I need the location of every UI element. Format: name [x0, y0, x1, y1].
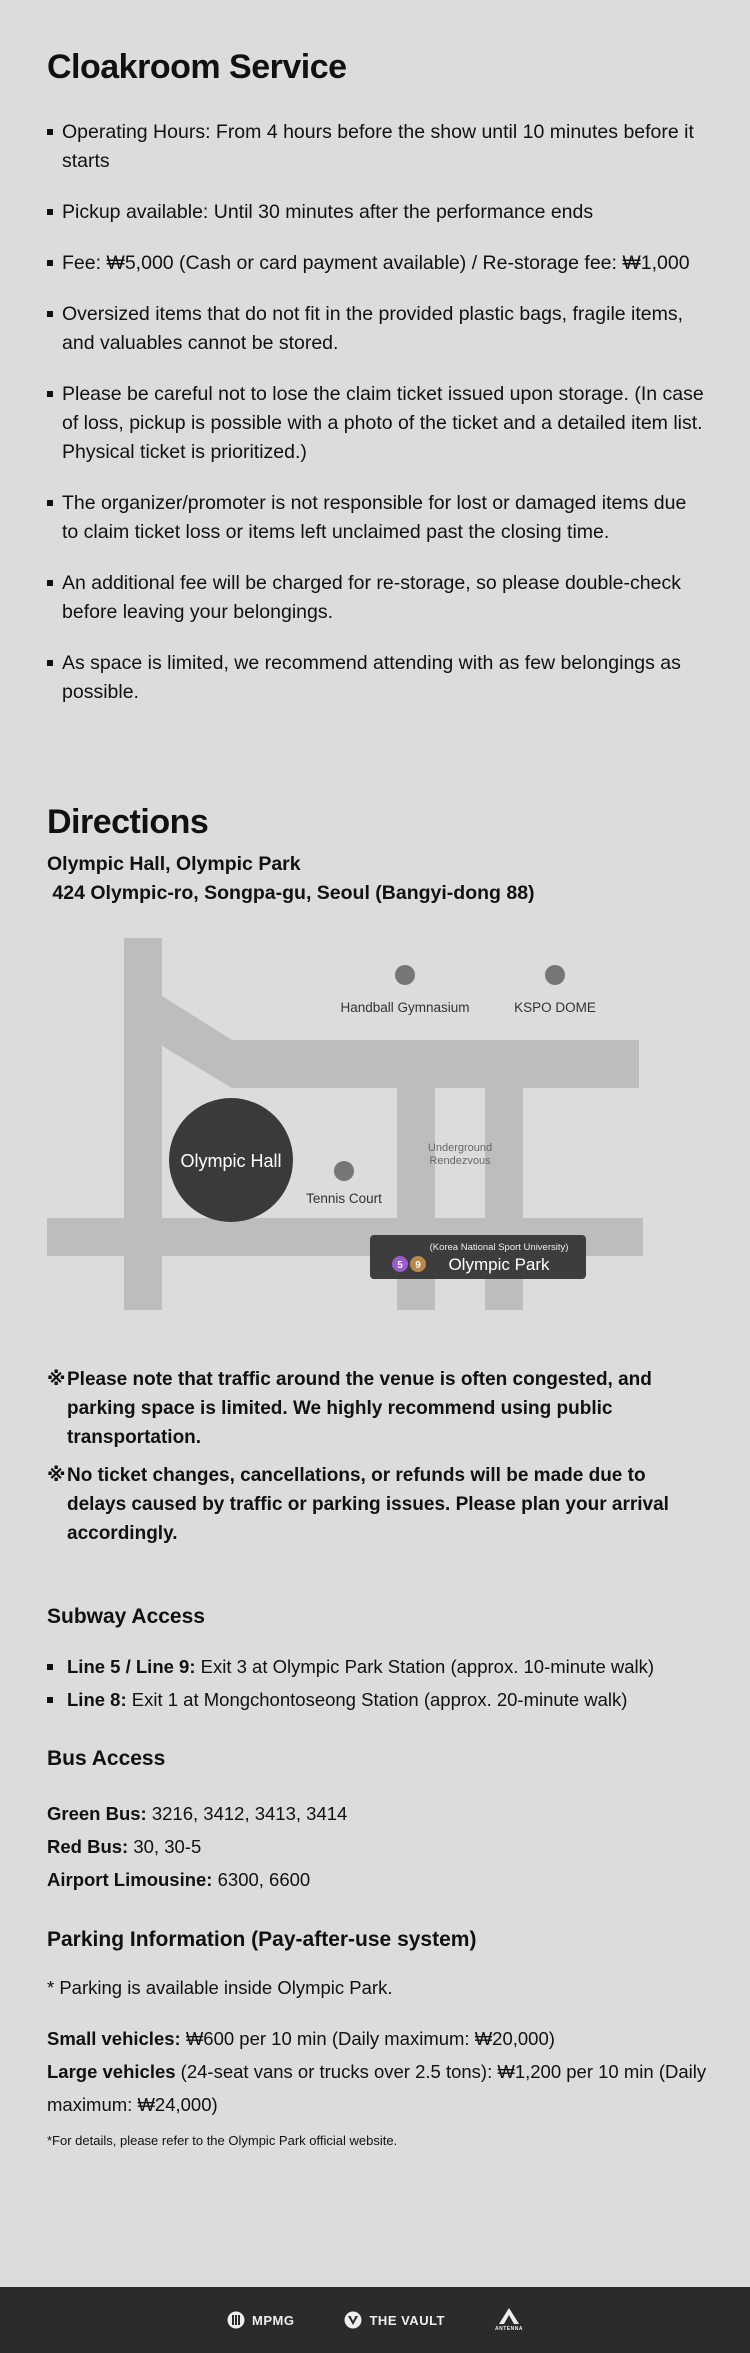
parking-small	[47, 2022, 707, 2055]
note-mark: ※	[47, 1465, 66, 1486]
note-text: No ticket changes, cancellations, or refunds will be made due to delays caused by traffic or parking issues. Please plan your arrival accordingly.	[67, 1465, 669, 1544]
note-item	[47, 1365, 707, 1452]
bus-text: 3216, 3412, 3413, 3414	[146, 1803, 348, 1824]
kspo-marker	[545, 965, 565, 985]
venue-info	[47, 850, 535, 908]
underground-label: Underground	[427, 1142, 493, 1154]
subway-title: Subway Access	[47, 1605, 205, 1628]
parking-small-label: Small vehicles:	[47, 2028, 181, 2049]
tennis-label: Tennis Court	[306, 1191, 382, 1206]
handball-label: Handball Gymnasium	[340, 1000, 470, 1015]
list-item: Please be careful not to lose the claim ticket issued upon storage. (In case of loss, pickup is possible with a photo of the ticket and a detailed item list. Physical ticket is prioritized.)	[47, 380, 707, 467]
logo-mpmg-text: MPMG	[252, 2312, 295, 2328]
parking-large	[47, 2055, 707, 2121]
bus-label: Green Bus:	[47, 1803, 147, 1824]
logo-mpmg	[227, 2311, 294, 2329]
vault-icon	[344, 2311, 362, 2329]
list-item: An additional fee will be charged for re-storage, so please double-check before leaving your belongings.	[47, 569, 707, 627]
bus-list	[47, 1797, 347, 1896]
road	[124, 973, 639, 1088]
logo-the-vault	[344, 2311, 445, 2329]
parking-note: * Parking is available inside Olympic Park.	[47, 1977, 393, 1998]
list-item	[47, 1797, 347, 1830]
note-item	[47, 1461, 707, 1548]
list-item	[47, 1687, 707, 1713]
subway-line-text: Exit 3 at Olympic Park Station (approx. 10-minute walk)	[195, 1656, 655, 1677]
list-item: As space is limited, we recommend attending with as few belongings as possible.	[47, 649, 707, 707]
station-subtitle: (Korea National Sport University)	[429, 1242, 569, 1253]
parking-large-label: Large vehicles	[47, 2061, 176, 2082]
line9-label: 9	[415, 1260, 421, 1271]
handball-marker	[395, 965, 415, 985]
list-item	[47, 1863, 347, 1896]
subway-line-label: Line 5 / Line 9:	[67, 1656, 196, 1677]
bus-label: Red Bus:	[47, 1836, 129, 1857]
note-mark: ※	[47, 1369, 66, 1390]
line5-label: 5	[397, 1260, 403, 1271]
logo-the-vault-text: THE VAULT	[369, 2312, 445, 2328]
list-item: Operating Hours: From 4 hours before the show until 10 minutes before it starts	[47, 118, 707, 176]
parking-large-text: (24-seat vans or trucks over 2.5 tons): ₩1,200 per 10 min (Daily maximum: ₩24,000)	[47, 2061, 707, 2115]
footer	[0, 2287, 750, 2353]
tennis-marker	[334, 1161, 354, 1181]
fine-print: *For details, please refer to the Olympic Park official website.	[47, 2133, 398, 2148]
subway-line-text: Exit 1 at Mongchontoseong Station (approx. 20-minute walk)	[126, 1689, 628, 1710]
bus-label: Airport Limousine:	[47, 1869, 213, 1890]
list-item	[47, 1654, 707, 1680]
list-item: Fee: ₩5,000 (Cash or card payment available) / Re-storage fee: ₩1,000	[47, 249, 707, 278]
logo-antenna-text: ANTENNA	[495, 2326, 523, 2332]
venue-map	[47, 938, 643, 1310]
venue-address: 424 Olympic-ro, Songpa-gu, Seoul (Bangyi-dong 88)	[47, 882, 535, 904]
kspo-label: KSPO DOME	[514, 1000, 596, 1015]
directions-title: Directions	[47, 803, 209, 841]
logo-antenna	[495, 2308, 523, 2332]
notes	[47, 1365, 707, 1557]
list-item: Oversized items that do not fit in the provided plastic bags, fragile items, and valuables cannot be stored.	[47, 300, 707, 358]
rendezvous-label: Rendezvous	[429, 1155, 491, 1167]
bus-title: Bus Access	[47, 1747, 166, 1770]
venue-name: Olympic Hall, Olympic Park	[47, 853, 301, 875]
olympic-hall-label: Olympic Hall	[180, 1151, 282, 1171]
subway-list	[47, 1654, 707, 1720]
antenna-icon	[499, 2308, 519, 2324]
list-item: The organizer/promoter is not responsible for lost or damaged items due to claim ticket loss or items left unclaimed past the closing time.	[47, 489, 707, 547]
list-item	[47, 1830, 347, 1863]
parking-info	[47, 2022, 707, 2121]
note-text: Please note that traffic around the venue is often congested, and parking space is limited. We highly recommend using public transportation.	[67, 1369, 652, 1448]
cloakroom-title: Cloakroom Service	[47, 48, 347, 86]
list-item: Pickup available: Until 30 minutes after the performance ends	[47, 198, 707, 227]
parking-small-text: ₩600 per 10 min (Daily maximum: ₩20,000)	[180, 2028, 555, 2049]
bus-text: 30, 30-5	[128, 1836, 202, 1857]
station-name: Olympic Park	[448, 1255, 550, 1274]
parking-title: Parking Information (Pay-after-use system)	[47, 1928, 477, 1951]
subway-line-label: Line 8:	[67, 1689, 127, 1710]
cloakroom-list	[47, 118, 707, 729]
bus-text: 6300, 6600	[212, 1869, 311, 1890]
mpmg-icon	[227, 2311, 245, 2329]
